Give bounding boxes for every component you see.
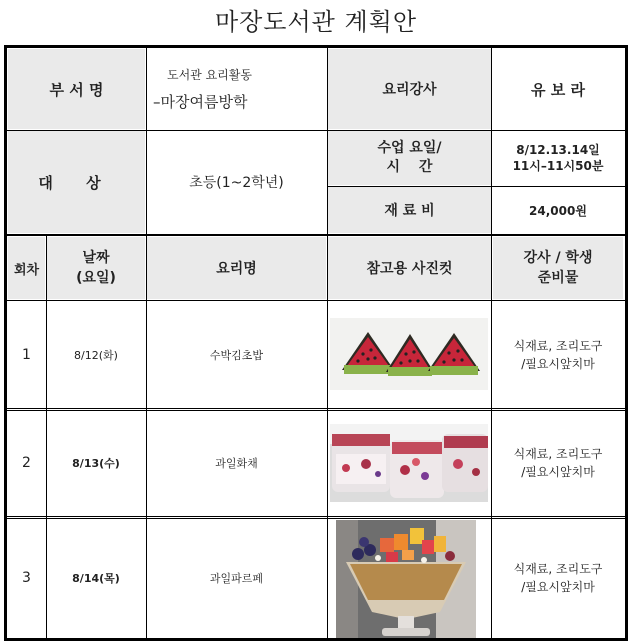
header-date-2: (요일) [76,270,116,286]
header-prep [493,237,623,299]
schedule-label-2: 시 간 [386,159,433,175]
schedule-value-cell [493,131,623,185]
dept-line2: –마장여름방학 [153,93,248,111]
target-value: 초등(1~2학년) [189,175,284,191]
vline-date [46,236,47,639]
row1-prep [493,303,623,407]
hline-3 [6,300,626,301]
row1-prep-1: 식재료, 조리도구 [513,339,603,353]
page-title: 마장도서관 계획안 [214,8,418,36]
header-date [47,237,145,299]
vline-dish [146,47,147,639]
row2-prep-2: /필요시앞치마 [521,465,595,479]
fruit-punch-photo [330,424,488,502]
fee-label: 재 료 비 [328,187,491,233]
header-session: 회차 [8,237,45,299]
hline-5 [6,516,626,517]
vline-photo [327,47,328,639]
section-divider [4,234,628,236]
dept-label-cell [8,49,145,129]
header-prep-1: 강사 / 학생 [523,250,593,266]
row3-prep-2: /필요시앞치마 [521,580,595,594]
border-left [4,45,7,641]
vline-prep [491,47,492,639]
row1-date: 8/12(화) [74,349,118,362]
dept-value-cell [147,49,326,129]
watermelon-kimbap-photo [330,318,488,390]
row3-dish: 과일파르페 [209,572,264,585]
border-right [625,45,628,641]
row2-num: 2 [22,455,31,471]
instructor-name: 유 보 라 [531,80,585,99]
border-top [4,45,628,48]
schedule-value-1: 8/12.13.14일 [516,143,600,157]
header-dish: 요리명 [147,237,326,299]
target-label [8,131,145,233]
header-date-1: 날짜 [82,250,110,266]
schedule-label-1: 수업 요일/ [377,140,442,156]
row1-prep-2: /필요시앞치마 [521,357,595,371]
row2-prep [493,411,623,515]
row3-prep-1: 식재료, 조리도구 [513,562,603,576]
row2-date: 8/13(수) [72,457,120,470]
instructor-label: 요리강사 [328,49,491,129]
dept-line1: 도서관 요리활동 [167,68,252,82]
hline-1 [6,130,626,131]
header-prep-2: 준비물 [537,270,579,286]
header-photo: 참고용 사진컷 [328,237,491,299]
fee-value: 24,000원 [529,203,587,218]
schedule-value-2: 11시–11시50분 [512,159,604,173]
row2-dish: 과일화채 [215,457,258,470]
dept-label: 부 서 명 [49,80,104,99]
border-bottom [4,638,628,641]
hline-2 [327,186,626,187]
row3-prep [493,519,623,637]
row3-date: 8/14(목) [72,572,120,585]
target-label-text: 대 상 [38,173,115,192]
row1-dish: 수박김초밥 [209,349,264,362]
row3-num: 3 [22,570,31,586]
schedule-label-cell [328,131,491,185]
fruit-parfait-photo [336,520,476,638]
row2-prep-1: 식재료, 조리도구 [513,447,603,461]
row1-num: 1 [22,347,31,363]
hline-4 [6,408,626,409]
hline-4b [6,410,626,411]
hline-5b [6,518,626,519]
